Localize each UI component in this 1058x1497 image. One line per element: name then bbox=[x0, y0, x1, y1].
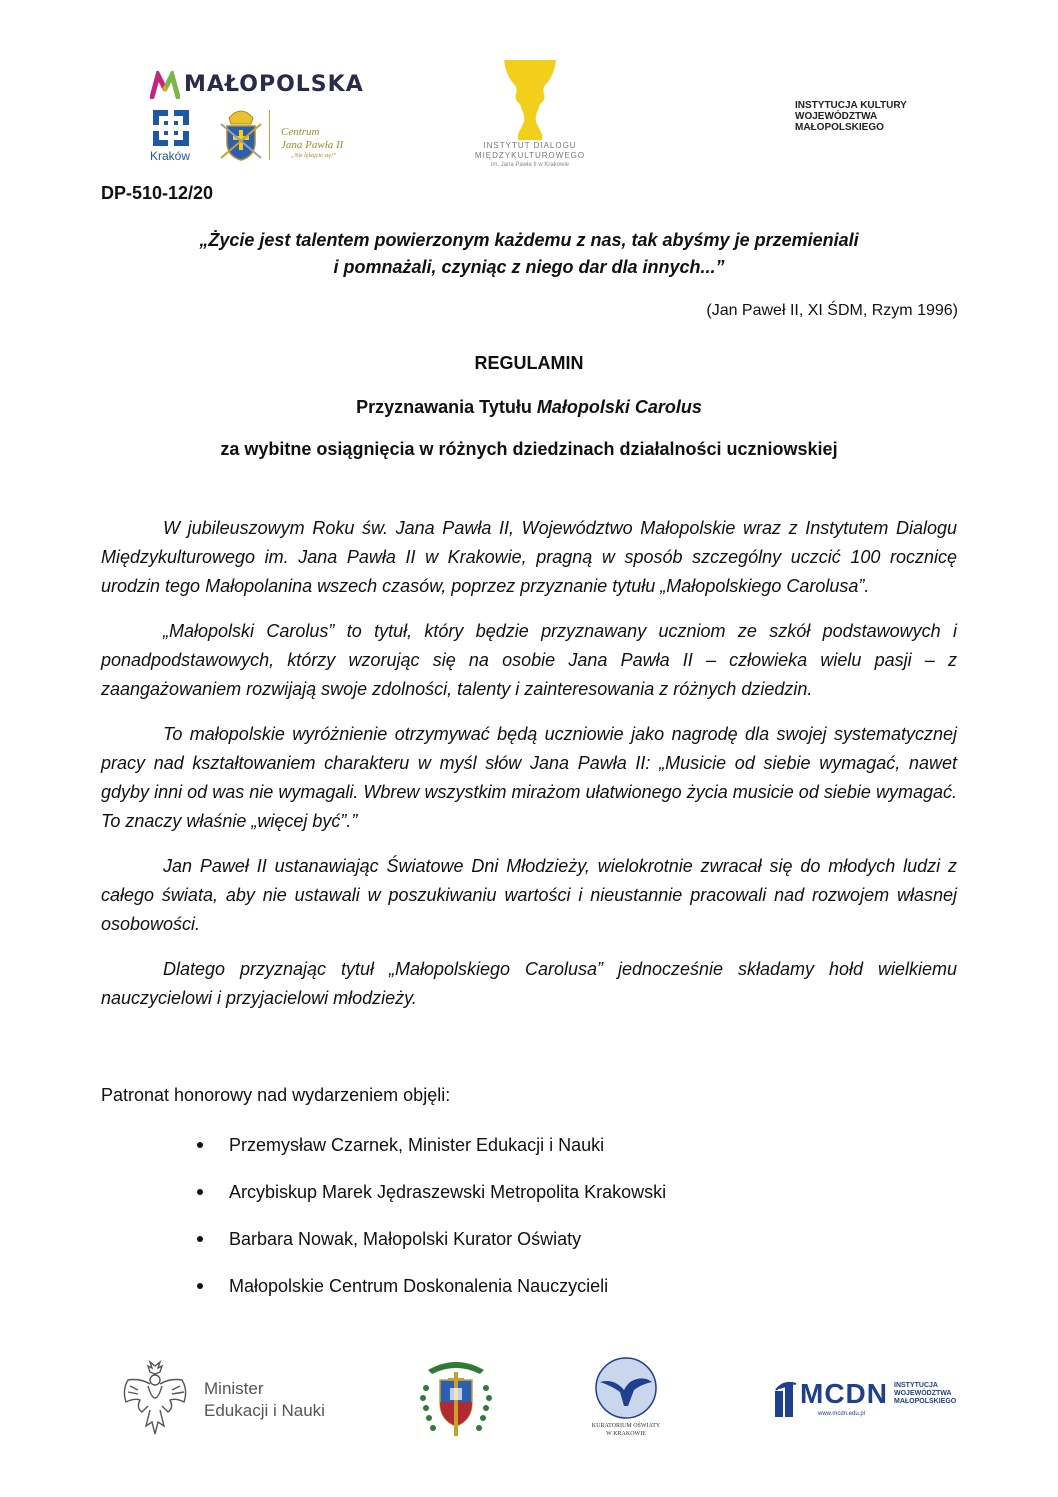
krakow-crest-icon bbox=[153, 110, 189, 146]
motto-line2: i pomnażali, czyniąc z niego dar dla innych...” bbox=[333, 257, 725, 277]
motto-line1: „Życie jest talentem powierzonym każdemu z nas, tak abyśmy je przemieniali bbox=[199, 230, 859, 250]
mcdn-inst-line2: WOJEWÓDZTWA bbox=[894, 1390, 952, 1397]
minister-line1: Minister bbox=[204, 1379, 264, 1398]
paragraph: Jan Paweł II ustanawiając Światowe Dni Młodzieży, wielokrotnie zwracał się do młodych ludzi z całego świata, aby nie ustawali w poszukiwaniu wartości i nieustannie pracowali nad rozwojem własnej osobowości. bbox=[101, 856, 957, 934]
instytucja-kultury-label bbox=[795, 100, 925, 133]
mcdn-emblem-icon bbox=[772, 1380, 800, 1418]
krakow-logo-text: Kraków bbox=[150, 149, 191, 163]
archbishop-logo bbox=[418, 1358, 494, 1438]
kuratorium-line1: KURATORIUM OŚWIATY bbox=[591, 1423, 661, 1429]
paragraph: Dlatego przyznając tytuł „Małopolskiego Carolusa” jednocześnie składamy hołd wielkiemu nauczycielowi i przyjacielowi młodzieży. bbox=[101, 959, 957, 1008]
paragraph: „Małopolski Carolus” to tytuł, który będzie przyznawany uczniom ze szkół podstawowych i ponadpodstawowych, którzy wzorując się na osobie Jana Pawła II – człowieka wielu pasji – z zaangażowaniem rozwijają swoje zdolności, talenty i zainteresowania z różnych dziedzin. bbox=[101, 621, 957, 699]
patron-name: Małopolskie Centrum Doskonalenia Nauczycieli bbox=[229, 1276, 609, 1296]
list-item bbox=[229, 1275, 929, 1322]
bullet-icon bbox=[197, 1142, 203, 1148]
malopolska-logo-text: MAŁOPOLSKA bbox=[184, 72, 364, 97]
mcdn-logo bbox=[772, 1378, 962, 1422]
list-item bbox=[229, 1228, 929, 1275]
bullet-icon bbox=[197, 1236, 203, 1242]
kuratorium-line2: W KRAKOWIE bbox=[606, 1431, 646, 1437]
body-paragraphs bbox=[101, 514, 957, 1013]
minister-logo bbox=[118, 1360, 348, 1440]
centrum-jp2-logo bbox=[215, 108, 365, 166]
patronat-intro: Patronat honorowy nad wydarzeniem objęli: bbox=[101, 1085, 451, 1105]
page-subtitle bbox=[100, 397, 958, 418]
archbishop-coat-of-arms-icon bbox=[418, 1358, 494, 1438]
list-item bbox=[229, 1181, 929, 1228]
header-logos bbox=[0, 0, 1058, 180]
chalice-faces-icon bbox=[502, 58, 558, 142]
centrum-divider bbox=[269, 110, 270, 160]
idm-logo bbox=[460, 58, 600, 176]
kuratorium-bird-icon bbox=[594, 1356, 658, 1420]
polish-eagle-icon bbox=[118, 1360, 192, 1438]
bullet-icon bbox=[197, 1189, 203, 1195]
mcdn-inst-line3: MAŁOPOLSKIEGO bbox=[894, 1398, 957, 1405]
malopolska-m-icon bbox=[150, 71, 180, 99]
centrum-name-line1: Centrum bbox=[281, 126, 320, 138]
patron-name: Barbara Nowak, Małopolski Kurator Oświaty bbox=[229, 1229, 582, 1249]
instytucja-line3: MAŁOPOLSKIEGO bbox=[795, 122, 884, 133]
motto-citation: (Jan Paweł II, XI ŚDM, Rzym 1996) bbox=[706, 302, 958, 319]
page-title: REGULAMIN bbox=[474, 353, 584, 373]
mcdn-inst-line1: INSTYTUCJA bbox=[894, 1382, 938, 1389]
patron-name: Arcybiskup Marek Jędraszewski Metropolita Krakowski bbox=[229, 1182, 667, 1202]
centrum-name-line2: Jana Pawła II bbox=[281, 139, 344, 151]
krakow-logo bbox=[150, 110, 200, 165]
malopolska-logo bbox=[150, 70, 364, 102]
paragraph: To małopolskie wyróżnienie otrzymywać będą uczniowie jako nagrodę dla swojej systematycznej pracy nad kształtowaniem charakteru w myśl słów Jana Pawła II: „Musicie od siebie wymagać, nawet gdyby inni od was nie wymagali. Wbrew wszystkim mirażom ułatwionego życia musicie od siebie wymagać. To znaczy właśnie „więcej być”.” bbox=[101, 724, 957, 831]
motto-quote bbox=[100, 227, 958, 281]
idm-name-line2: MIĘDZYKULTUROWEGO bbox=[474, 151, 586, 160]
minister-line2: Edukacji i Nauki bbox=[204, 1401, 325, 1420]
papal-coat-of-arms-icon bbox=[219, 108, 263, 162]
bullet-icon bbox=[197, 1283, 203, 1289]
mcdn-institution bbox=[894, 1382, 964, 1406]
idm-name-line3: im. Jana Pawła II w Krakowie bbox=[490, 162, 570, 168]
instytucja-line2: WOJEWÓDZTWA bbox=[795, 111, 878, 122]
page-subtitle-2: za wybitne osiągnięcia w różnych dziedzinach działalności uczniowskiej bbox=[220, 439, 838, 459]
centrum-motto: „Nie lękajcie się!” bbox=[291, 153, 337, 159]
document-number: DP-510-12/20 bbox=[101, 183, 214, 203]
subtitle-prefix: Przyznawania Tytułu bbox=[356, 397, 537, 417]
mcdn-logo-text: MCDN bbox=[800, 1378, 888, 1409]
list-item bbox=[229, 1134, 929, 1181]
patrons-list bbox=[229, 1134, 929, 1322]
paragraph: W jubileuszowym Roku św. Jana Pawła II, Województwo Małopolskie wraz z Instytutem Dialogu Międzykulturowego im. Jana Pawła II w Krakowie, pragną w sposób szczególny uczcić 100 rocznicę urodzin tego Małopolanina wszech czasów, poprzez przyznanie tytułu „Małopolskiego Carolusa”. bbox=[101, 518, 957, 596]
subtitle-award-name: Małopolski Carolus bbox=[536, 397, 702, 417]
instytucja-line1: INSTYTUCJA KULTURY bbox=[795, 100, 907, 111]
mcdn-url: www.mcdn.edu.pl bbox=[818, 1411, 866, 1417]
idm-name-line1: INSTYTUT DIALOGU bbox=[483, 141, 577, 150]
kuratorium-logo bbox=[588, 1356, 664, 1442]
footer-logos bbox=[0, 1350, 1058, 1450]
patron-name: Przemysław Czarnek, Minister Edukacji i Nauki bbox=[229, 1135, 605, 1155]
